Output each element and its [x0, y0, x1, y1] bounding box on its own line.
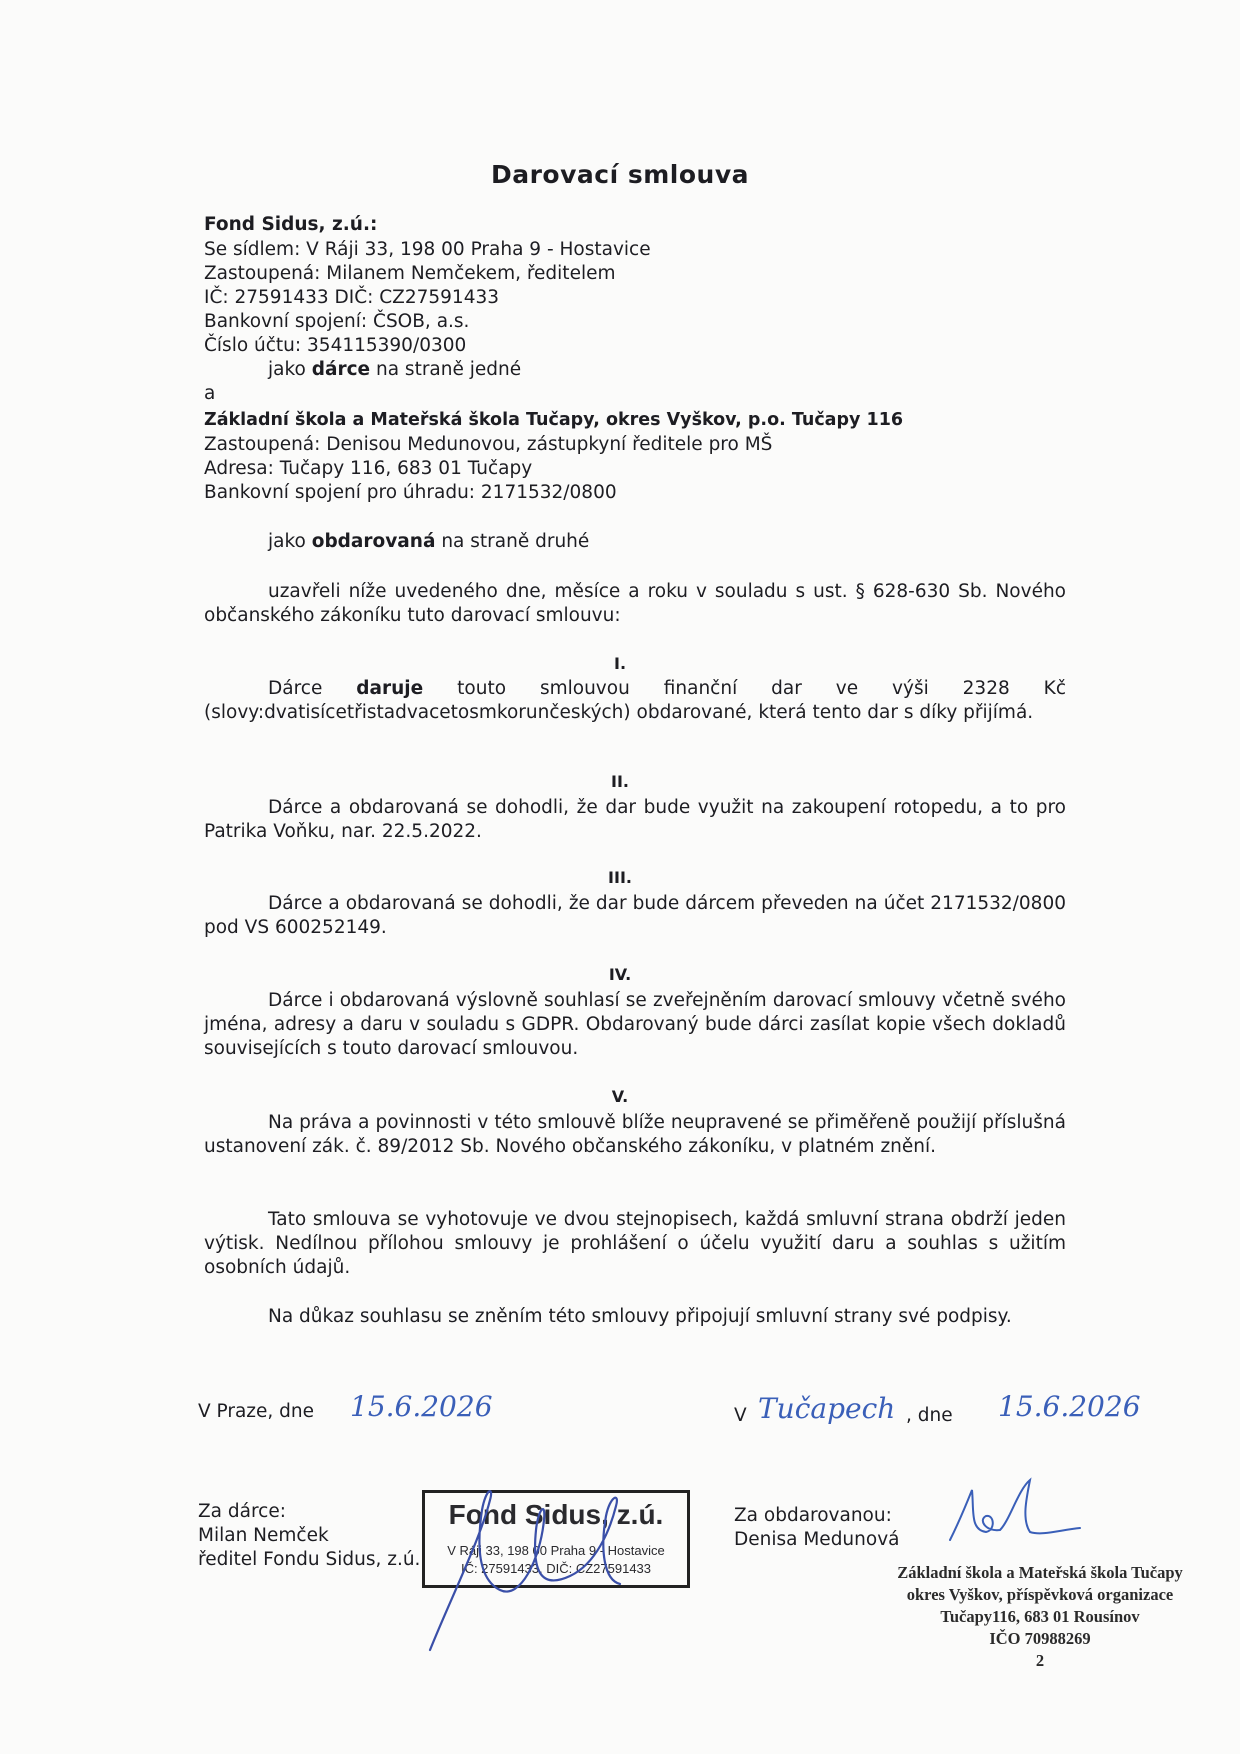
section-heading-4: IV.	[608, 965, 632, 984]
closing-paragraph-1: Tato smlouva se vyhotovuje ve dvou stejnopisech, každá smluvní strana obdrží jeden výtisk. Nedílnou přílohou smlouvy je prohlášení o účelu využití daru a souhlas s užitím osobních údajů.	[204, 1209, 1066, 1278]
donor-sign-label: Za dárce:	[198, 1501, 286, 1522]
section-heading-2: II.	[611, 772, 629, 791]
closing-paragraph-2: Na důkaz souhlasu se zněním této smlouvy připojují smluvní strany své podpisy.	[268, 1306, 1012, 1327]
recipient-sign-label: Za obdarovanou:	[734, 1505, 892, 1526]
place-right-handwritten: Tučapech	[758, 1392, 896, 1425]
date-right-handwritten: 15.6.2026	[998, 1390, 1141, 1423]
donor-representative: Zastoupená: Milanem Nemčekem, ředitelem	[204, 263, 616, 284]
donor-seat: Se sídlem: V Ráji 33, 198 00 Praha 9 - Hostavice	[204, 239, 651, 260]
section-text-1: Dárce daruje touto smlouvou finanční dar ve výši 2328 Kč (slovy:dvatisícetřistadvacetosmkorunčeských) obdarované, která tento dar s díky přijímá.	[204, 678, 1066, 723]
recipient-name: Základní škola a Mateřská škola Tučapy, okres Vyškov, p.o. Tučapy 116	[204, 410, 904, 430]
place-left: V Praze, dne	[198, 1401, 315, 1422]
donor-stamp-name: Fond Sidus, z.ú.	[448, 1499, 664, 1530]
section-heading-5: V.	[611, 1087, 629, 1106]
place-right-dne: , dne	[906, 1405, 953, 1426]
recipient-stamp	[870, 1562, 1210, 1672]
recipient-sign-name: Denisa Medunová	[734, 1529, 900, 1550]
recipient-representative: Zastoupená: Denisou Medunovou, zástupkyní ředitele pro MŠ	[204, 434, 773, 455]
recipient-address: Adresa: Tučapy 116, 683 01 Tučapy	[204, 458, 533, 479]
section-text-4: Dárce i obdarovaná výslovně souhlasí se zveřejněním darovací smlouvy včetně svého jména, adresy a daru v souladu s GDPR. Obdarovaný bude dárci zasílat kopie všech dokladů souvisejících s touto darovací smlouvou.	[204, 990, 1066, 1059]
donor-sign-name: Milan Nemček	[198, 1525, 329, 1546]
section-heading-1: I.	[613, 654, 627, 673]
place-right-prefix: V	[734, 1405, 747, 1426]
donor-stamp-ids: IČ: 27591433, DIČ: CZ27591433	[460, 1561, 652, 1576]
recipient-stamp-line-1: Základní škola a Mateřská škola Tučapy	[897, 1563, 1183, 1582]
recipient-stamp-line-4: IČO 70988269	[989, 1629, 1091, 1648]
and-conjunction: a	[204, 383, 216, 404]
section-text-3: Dárce a obdarovaná se dohodli, že dar bude dárcem převeden na účet 2171532/0800 pod VS 600252149.	[204, 893, 1066, 938]
donor-bank: Bankovní spojení: ČSOB, a.s.	[204, 311, 470, 332]
date-left-handwritten: 15.6.2026	[350, 1390, 493, 1423]
donor-ids: IČ: 27591433 DIČ: CZ27591433	[204, 287, 500, 308]
recipient-bank: Bankovní spojení pro úhradu: 2171532/0800	[204, 482, 617, 503]
recipient-signature	[930, 1470, 1090, 1550]
donor-name: Fond Sidus, z.ú.:	[204, 214, 378, 235]
donor-role: jako dárce na straně jedné	[268, 359, 522, 380]
recipient-stamp-line-5: 2	[1035, 1651, 1045, 1670]
donor-account: Číslo účtu: 354115390/0300	[204, 335, 467, 356]
section-text-2: Dárce a obdarovaná se dohodli, že dar bude využit na zakoupení rotopedu, a to pro Patrika Voňku, nar. 22.5.2022.	[204, 797, 1066, 842]
donor-sign-title: ředitel Fondu Sidus, z.ú.	[198, 1549, 421, 1570]
recipient-stamp-line-3: Tučapy116, 683 01 Rousínov	[940, 1607, 1140, 1626]
recipient-role: jako obdarovaná na straně druhé	[268, 531, 590, 552]
section-text-5: Na práva a povinnosti v této smlouvě blíže neupravené se přiměřeně použijí příslušná ustanovení zák. č. 89/2012 Sb. Nového občanského zákoníku, v platném znění.	[204, 1112, 1066, 1157]
intro-paragraph: uzavřeli níže uvedeného dne, měsíce a roku v souladu s ust. § 628-630 Sb. Nového občanského zákoníku tuto darovací smlouvu:	[204, 581, 1066, 626]
recipient-stamp-line-2: okres Vyškov, příspěvková organizace	[906, 1585, 1174, 1604]
donor-signature	[420, 1480, 660, 1660]
document-title: Darovací smlouva	[490, 160, 750, 189]
section-heading-3: III.	[608, 868, 632, 887]
donor-stamp-address: V Ráji 33, 198 00 Praha 9 - Hostavice	[447, 1543, 665, 1558]
